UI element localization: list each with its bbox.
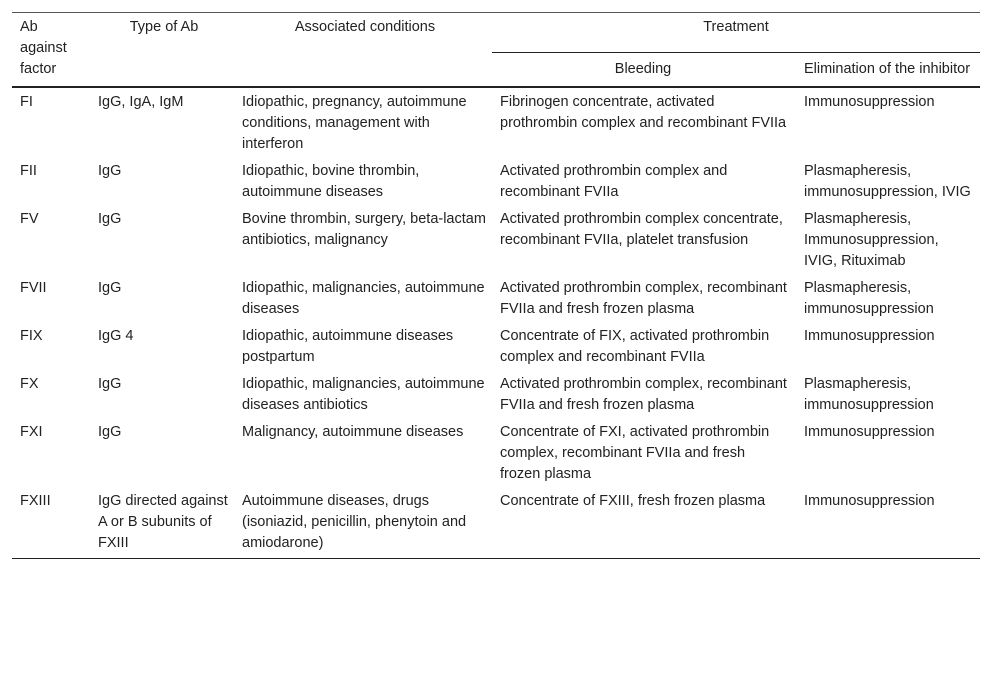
cell-type: IgG, IgA, IgM bbox=[98, 94, 184, 110]
cell-type: IgG bbox=[98, 424, 122, 440]
cell-conditions: Bovine thrombin, surgery, beta-lactam antibiotics, malignancy bbox=[242, 211, 486, 248]
table-row bbox=[12, 87, 980, 157]
cell-conditions: Idiopathic, malignancies, autoimmune diseases antibiotics bbox=[242, 376, 485, 413]
table-container bbox=[12, 12, 980, 559]
cell-factor: FIX bbox=[20, 328, 43, 344]
table-row bbox=[12, 274, 980, 322]
cell-factor: FX bbox=[20, 376, 39, 392]
cell-bleeding: Fibrinogen concentrate, activated prothrombin complex and recombinant FVIIa bbox=[500, 94, 787, 131]
header-elimination: Elimination of the inhibitor bbox=[794, 53, 980, 88]
header-associated-conditions: Associated conditions bbox=[238, 13, 492, 88]
cell-bleeding: Activated prothrombin complex, recombinant FVIIa and fresh frozen plasma bbox=[500, 280, 787, 317]
cell-type: IgG bbox=[98, 211, 122, 227]
cell-bleeding: Activated prothrombin complex and recombinant FVIIa bbox=[500, 163, 728, 200]
cell-type: IgG bbox=[98, 280, 122, 296]
cell-factor: FVII bbox=[20, 280, 47, 296]
cell-elimination: Immunosuppression bbox=[804, 328, 935, 344]
cell-factor: FXIII bbox=[12, 487, 90, 559]
cell-type: IgG 4 bbox=[98, 328, 134, 344]
cell-elimination: Plasmapheresis, immunosuppression, IVIG bbox=[804, 163, 971, 200]
cell-elimination: Immunosuppression bbox=[794, 487, 980, 559]
cell-type: IgG bbox=[98, 376, 122, 392]
cell-bleeding: Concentrate of FXI, activated prothrombin complex, recombinant FVIIa and fresh frozen plasma bbox=[500, 424, 770, 482]
cell-elimination: Immunosuppression bbox=[804, 94, 935, 110]
cell-conditions: Idiopathic, bovine thrombin, autoimmune diseases bbox=[242, 163, 420, 200]
cell-factor: FI bbox=[20, 94, 33, 110]
cell-bleeding: Activated prothrombin complex concentrate, recombinant FVIIa, platelet transfusion bbox=[500, 211, 783, 248]
table-row bbox=[12, 157, 980, 205]
cell-conditions: Autoimmune diseases, drugs (isoniazid, penicillin, phenytoin and amiodarone) bbox=[238, 487, 492, 559]
table-header bbox=[12, 13, 980, 88]
cell-type: IgG directed against A or B subunits of FXIII bbox=[90, 487, 238, 559]
table-body bbox=[12, 87, 980, 559]
table-row bbox=[12, 205, 980, 274]
cell-elimination: Immunosuppression bbox=[804, 424, 935, 440]
header-type-of-ab: Type of Ab bbox=[90, 13, 238, 88]
cell-factor: FXI bbox=[20, 424, 43, 440]
header-ab-against-factor: Ab against factor bbox=[12, 13, 90, 88]
cell-factor: FV bbox=[20, 211, 39, 227]
cell-elimination: Plasmapheresis, immunosuppression bbox=[804, 280, 934, 317]
table-row bbox=[12, 370, 980, 418]
cell-elimination: Plasmapheresis, immunosuppression bbox=[804, 376, 934, 413]
cell-bleeding: Concentrate of FIX, activated prothrombin complex and recombinant FVIIa bbox=[500, 328, 770, 365]
cell-bleeding: Concentrate of FXIII, fresh frozen plasma bbox=[492, 487, 794, 559]
cell-bleeding: Activated prothrombin complex, recombinant FVIIa and fresh frozen plasma bbox=[500, 376, 787, 413]
cell-conditions: Idiopathic, pregnancy, autoimmune conditions, management with interferon bbox=[242, 94, 467, 152]
table-row bbox=[12, 418, 980, 487]
cell-type: IgG bbox=[98, 163, 122, 179]
cell-conditions: Idiopathic, malignancies, autoimmune diseases bbox=[242, 280, 485, 317]
table-row bbox=[12, 487, 980, 559]
cell-conditions: Malignancy, autoimmune diseases bbox=[242, 424, 464, 440]
inhibitors-table bbox=[12, 12, 980, 559]
header-bleeding: Bleeding bbox=[492, 53, 794, 88]
table-row bbox=[12, 322, 980, 370]
cell-factor: FII bbox=[20, 163, 37, 179]
header-treatment: Treatment bbox=[492, 13, 980, 53]
cell-conditions: Idiopathic, autoimmune diseases postpartum bbox=[242, 328, 454, 365]
cell-elimination: Plasmapheresis, Immunosuppression, IVIG, Rituximab bbox=[804, 211, 939, 269]
